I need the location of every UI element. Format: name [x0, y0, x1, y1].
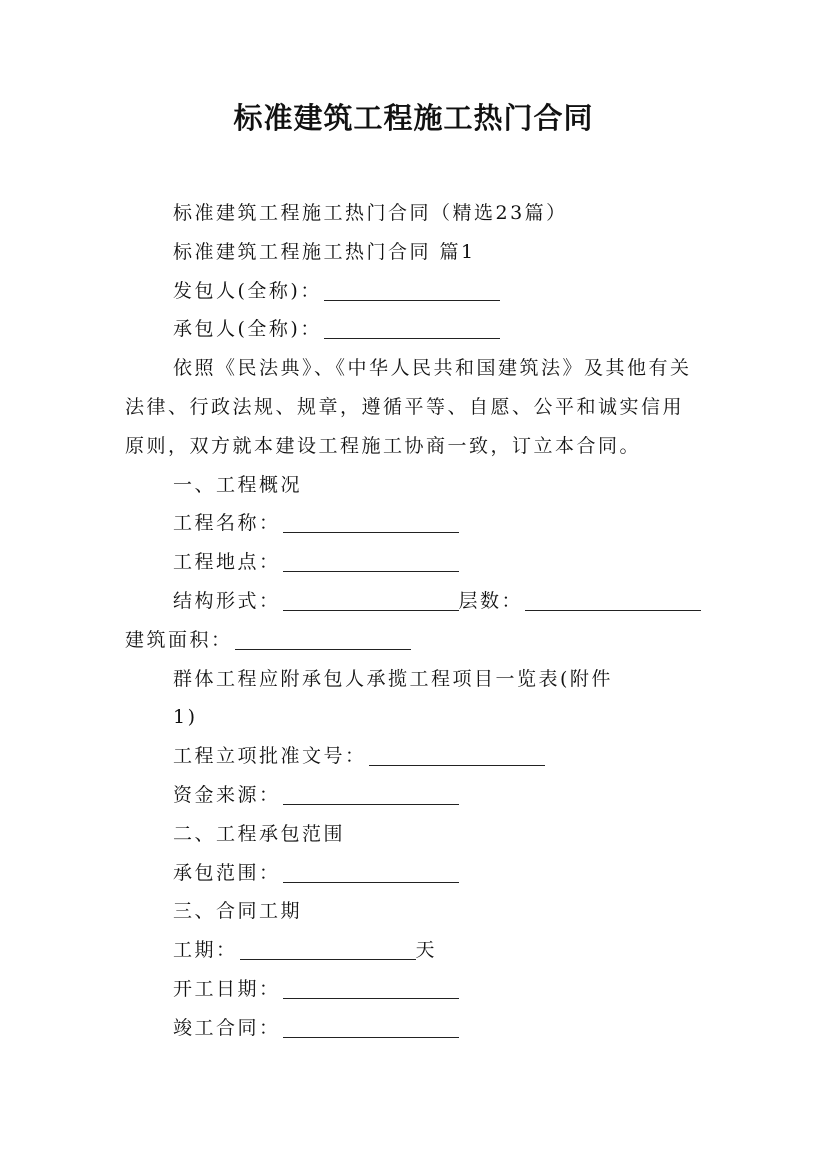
scope-line	[125, 854, 705, 893]
start-date-blank	[283, 972, 459, 999]
area-label: 建筑面积：	[125, 628, 233, 651]
contractor-blank	[324, 312, 500, 339]
employer-line	[125, 272, 705, 311]
completion-label: 竣工合同：	[173, 1016, 281, 1039]
intro-paragraph: 依照《民法典》、《中华人民共和国建筑法》及其他有关法律、行政法规、规章，遵循平等、自愿、公平和诚实信用原则，双方就本建设工程施工协商一致，订立本合同。	[125, 357, 692, 457]
employer-label: 发包人(全称)：	[173, 279, 322, 302]
duration-line	[125, 931, 705, 970]
start-date-line	[125, 970, 705, 1009]
document-title: 标准建筑工程施工热门合同	[233, 101, 594, 135]
floors-label: 层数：	[458, 589, 524, 612]
part-title-line: 标准建筑工程施工热门合同 篇1	[173, 240, 476, 263]
approval-blank	[369, 739, 545, 766]
project-name-line	[125, 504, 705, 543]
structure-floors-line	[125, 582, 705, 660]
funding-label: 资金来源：	[173, 783, 281, 806]
project-location-blank	[283, 545, 459, 572]
approval-label: 工程立项批准文号：	[173, 745, 367, 768]
employer-blank	[324, 274, 500, 301]
project-location-label: 工程地点：	[173, 551, 281, 574]
group-note-line-2: 1)	[173, 706, 198, 729]
structure-blank	[283, 584, 459, 611]
structure-label: 结构形式：	[173, 589, 281, 612]
completion-line	[125, 1009, 705, 1048]
funding-blank	[283, 778, 459, 805]
section-3-heading: 三、合同工期	[173, 900, 303, 923]
project-name-blank	[283, 506, 459, 533]
scope-label: 承包范围：	[173, 861, 281, 884]
approval-line	[125, 737, 705, 776]
group-note-line: 群体工程应附承包人承揽工程项目一览表(附件	[173, 667, 613, 690]
start-date-label: 开工日期：	[173, 977, 281, 1000]
contractor-line	[125, 310, 705, 349]
area-blank	[235, 623, 411, 650]
funding-line	[125, 776, 705, 815]
section-1-heading: 一、工程概况	[173, 473, 303, 496]
floors-blank	[525, 584, 701, 611]
project-location-line	[125, 543, 705, 582]
contractor-label: 承包人(全称)：	[173, 318, 322, 341]
section-2-heading: 二、工程承包范围	[173, 822, 346, 845]
completion-blank	[283, 1011, 459, 1038]
duration-label: 工期：	[173, 939, 238, 962]
document-body	[125, 194, 705, 1048]
scope-blank	[283, 856, 459, 883]
project-name-label: 工程名称：	[173, 512, 281, 535]
duration-unit: 天	[415, 939, 438, 962]
duration-blank	[240, 933, 416, 960]
subtitle-line: 标准建筑工程施工热门合同（精选23篇）	[173, 202, 568, 224]
